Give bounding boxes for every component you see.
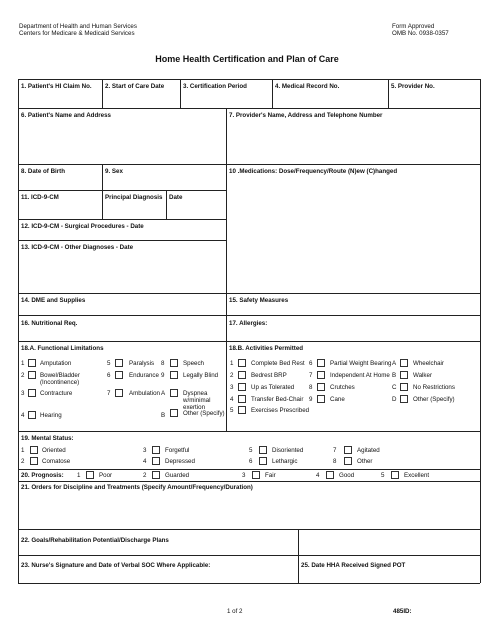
fl-checkbox-speech[interactable] — [170, 359, 178, 367]
fl-checkbox-endurance[interactable] — [115, 371, 123, 379]
ms-checkbox-forgetful[interactable] — [152, 446, 160, 454]
field-6-label: 6. Patient's Name and Address — [21, 112, 111, 119]
ms-label-oriented: Oriented — [42, 447, 66, 454]
field-4-label: 4. Medical Record No. — [275, 83, 340, 90]
fl-num-b: B — [161, 412, 166, 419]
ms-num-5: 5 — [249, 447, 253, 454]
pg-label-excellent: Excellent — [404, 472, 430, 479]
fl-num-5: 5 — [107, 360, 111, 367]
fl-checkbox-hearing[interactable] — [28, 411, 36, 419]
field-17-label: 17. Allergies: — [229, 320, 268, 327]
ap-num-8: 8 — [309, 384, 313, 391]
fl-num-a: A — [161, 390, 166, 397]
ap-num-4: 4 — [230, 396, 234, 403]
fl-checkbox-paralysis[interactable] — [115, 359, 123, 367]
fl-label-contracture: Contracture — [40, 390, 73, 397]
ms-label-other: Other — [357, 458, 373, 465]
ap-num-2: 2 — [230, 372, 234, 379]
field-8-label: 8. Date of Birth — [21, 168, 66, 175]
agency-line-2: Centers for Medicare & Medicaid Services — [19, 30, 135, 37]
ms-label-depressed: Depressed — [165, 458, 195, 465]
ms-checkbox-lethargic[interactable] — [259, 457, 267, 465]
ap-num-7: 7 — [309, 372, 313, 379]
ms-label-disoriented: Disoriented — [272, 447, 304, 454]
fl-checkbox-other[interactable] — [170, 409, 178, 417]
ap-label-independent-at-home: Independent At Home — [330, 372, 390, 379]
fl-label-legally-blind: Legally Blind — [183, 372, 219, 379]
ap-label-exercises-prescribed: Exercises Prescribed — [251, 407, 310, 414]
fl-label-dyspnea: Dyspnea w/minimal exertion — [183, 390, 211, 412]
ms-num-6: 6 — [249, 458, 253, 465]
ms-num-2: 2 — [21, 458, 25, 465]
fl-label-ambulation: Ambulation — [129, 390, 160, 397]
field-1-label: 1. Patient's HI Claim No. — [21, 83, 92, 90]
ms-label-comatose: Comatose — [42, 458, 71, 465]
ms-num-7: 7 — [333, 447, 337, 454]
field-9-label: 9. Sex — [105, 168, 123, 175]
ms-checkbox-oriented[interactable] — [30, 446, 38, 454]
field-14-label: 14. DME and Supplies — [21, 297, 86, 304]
pg-checkbox-fair[interactable] — [252, 471, 260, 479]
ap-num-5: 5 — [230, 407, 234, 414]
field-11-principal-label: Principal Diagnosis — [105, 194, 163, 201]
form-approved: Form Approved — [392, 23, 435, 30]
page-number: 1 of 2 — [227, 608, 243, 615]
ms-checkbox-other[interactable] — [344, 457, 352, 465]
pg-label-poor: Poor — [99, 472, 113, 479]
ap-checkbox-cane[interactable] — [317, 395, 325, 403]
field-20-label: 20. Prognosis: — [21, 472, 64, 479]
pg-label-guarded: Guarded — [165, 472, 190, 479]
fl-label-other: Other (Specify) — [183, 410, 225, 417]
ap-num-b: B — [392, 372, 397, 379]
ap-checkbox-other[interactable] — [400, 395, 408, 403]
field-11-label: 11. ICD-9-CM — [21, 194, 59, 201]
ap-checkbox-independent-at-home[interactable] — [317, 371, 325, 379]
ap-num-a: A — [392, 360, 397, 367]
fl-num-8: 8 — [161, 360, 165, 367]
fl-checkbox-ambulation[interactable] — [115, 389, 123, 397]
ms-num-3: 3 — [143, 447, 147, 454]
ap-num-6: 6 — [309, 360, 313, 367]
agency-line-1: Department of Health and Human Services — [19, 23, 137, 30]
fl-checkbox-amputation[interactable] — [28, 359, 36, 367]
ap-label-partial-weight-bearing: Partial Weight Bearing — [330, 360, 392, 367]
ap-checkbox-complete-bed-rest[interactable] — [238, 359, 246, 367]
ap-label-other: Other (Specify) — [413, 396, 455, 403]
fl-label-hearing: Hearing — [40, 412, 62, 419]
ap-label-transfer-bed-chair: Transfer Bed-Chair — [251, 396, 304, 403]
fl-label-amputation: Amputation — [40, 360, 72, 367]
ap-checkbox-walker[interactable] — [400, 371, 408, 379]
omb-number: OMB No. 0938-0357 — [392, 30, 449, 37]
field-22-label: 22. Goals/Rehabilitation Potential/Discharge Plans — [21, 537, 169, 544]
pg-checkbox-guarded[interactable] — [152, 471, 160, 479]
ap-checkbox-up-as-tolerated[interactable] — [238, 383, 246, 391]
fl-num-3: 3 — [21, 390, 25, 397]
field-5-label: 5. Provider No. — [391, 83, 435, 90]
ap-num-9: 9 — [309, 396, 313, 403]
ap-checkbox-exercises-prescribed[interactable] — [238, 406, 246, 414]
pg-checkbox-excellent[interactable] — [391, 471, 399, 479]
fl-num-6: 6 — [107, 372, 111, 379]
fl-num-9: 9 — [161, 372, 165, 379]
fl-num-7: 7 — [107, 390, 111, 397]
field-10-label: 10 .Medications: Dose/Frequency/Route (N)ew (C)hanged — [229, 168, 398, 175]
fl-label-paralysis: Paralysis — [129, 360, 155, 367]
fl-checkbox-legally-blind[interactable] — [170, 371, 178, 379]
ap-label-walker: Walker — [413, 372, 433, 379]
ms-checkbox-comatose[interactable] — [30, 457, 38, 465]
field-23-label: 23. Nurse's Signature and Date of Verbal SOC Where Applicable: — [21, 562, 211, 569]
fl-checkbox-contracture[interactable] — [28, 389, 36, 397]
fl-label-speech: Speech — [183, 360, 204, 367]
fl-num-1: 1 — [21, 360, 25, 367]
ap-checkbox-transfer-bed-chair[interactable] — [238, 395, 246, 403]
ap-label-up-as-tolerated: Up as Tolerated — [251, 384, 295, 391]
ap-checkbox-wheelchair[interactable] — [400, 359, 408, 367]
ms-label-lethargic: Lethargic — [272, 458, 298, 465]
field-19-label: 19. Mental Status: — [21, 435, 74, 442]
pg-label-fair: Fair — [265, 472, 276, 479]
ap-label-complete-bed-rest: Complete Bed Rest — [251, 360, 305, 367]
ms-label-forgetful: Forgetful — [165, 447, 190, 454]
ap-checkbox-no-restrictions[interactable] — [400, 383, 408, 391]
fl-checkbox-bowel-bladder[interactable] — [28, 371, 36, 379]
field-25-label: 25. Date HHA Received Signed POT — [301, 562, 406, 569]
pg-num-2: 2 — [143, 472, 147, 479]
fl-label-bowel-bladder: Bowel/Bladder (Incontinence) — [40, 372, 80, 387]
fl-checkbox-dyspnea[interactable] — [170, 389, 178, 397]
pg-num-5: 5 — [381, 472, 385, 479]
field-2-label: 2. Start of Care Date — [105, 83, 165, 90]
pg-checkbox-good[interactable] — [326, 471, 334, 479]
pg-num-1: 1 — [77, 472, 81, 479]
ap-checkbox-bedrest-brp[interactable] — [238, 371, 246, 379]
ms-checkbox-depressed[interactable] — [152, 457, 160, 465]
ap-checkbox-partial-weight-bearing[interactable] — [317, 359, 325, 367]
field-16-label: 16. Nutritional Req. — [21, 320, 78, 327]
ap-label-cane: Cane — [330, 396, 345, 403]
ms-num-4: 4 — [143, 458, 147, 465]
ap-num-1: 1 — [230, 360, 234, 367]
form-id: 485ID: — [393, 608, 412, 615]
field-3-label: 3. Certification Period — [183, 83, 247, 90]
pg-num-4: 4 — [316, 472, 320, 479]
ms-num-8: 8 — [333, 458, 337, 465]
pg-num-3: 3 — [242, 472, 246, 479]
ap-num-3: 3 — [230, 384, 234, 391]
ms-num-1: 1 — [21, 447, 25, 454]
ms-label-agitated: Agitated — [357, 447, 380, 454]
ap-checkbox-crutches[interactable] — [317, 383, 325, 391]
fl-num-4: 4 — [21, 412, 25, 419]
fl-num-2: 2 — [21, 372, 25, 379]
ms-checkbox-agitated[interactable] — [344, 446, 352, 454]
ap-label-wheelchair: Wheelchair — [413, 360, 444, 367]
ap-num-d: D — [392, 396, 397, 403]
ap-label-crutches: Crutches — [330, 384, 355, 391]
field-12-label: 12. ICD-9-CM - Surgical Procedures - Date — [21, 223, 144, 230]
field-7-label: 7. Provider's Name, Address and Telephone Number — [229, 112, 383, 119]
form-title: Home Health Certification and Plan of Care — [155, 54, 339, 64]
fl-label-endurance: Endurance — [129, 372, 159, 379]
field-18b-label: 18.B. Activities Permitted — [229, 345, 304, 352]
ap-num-c: C — [392, 384, 397, 391]
field-15-label: 15. Safety Measures — [229, 297, 289, 304]
pg-label-good: Good — [339, 472, 355, 479]
ap-label-bedrest-brp: Bedrest BRP — [251, 372, 287, 379]
ms-checkbox-disoriented[interactable] — [259, 446, 267, 454]
field-21-label: 21. Orders for Discipline and Treatments (Specify Amount/Frequency/Duration) — [21, 484, 253, 491]
field-13-label: 13. ICD-9-CM - Other Diagnoses - Date — [21, 244, 134, 251]
field-18a-label: 18.A. Functional Limitations — [21, 345, 104, 352]
field-11-date-label: Date — [169, 194, 183, 201]
ap-label-no-restrictions: No Restrictions — [413, 384, 455, 391]
pg-checkbox-poor[interactable] — [86, 471, 94, 479]
